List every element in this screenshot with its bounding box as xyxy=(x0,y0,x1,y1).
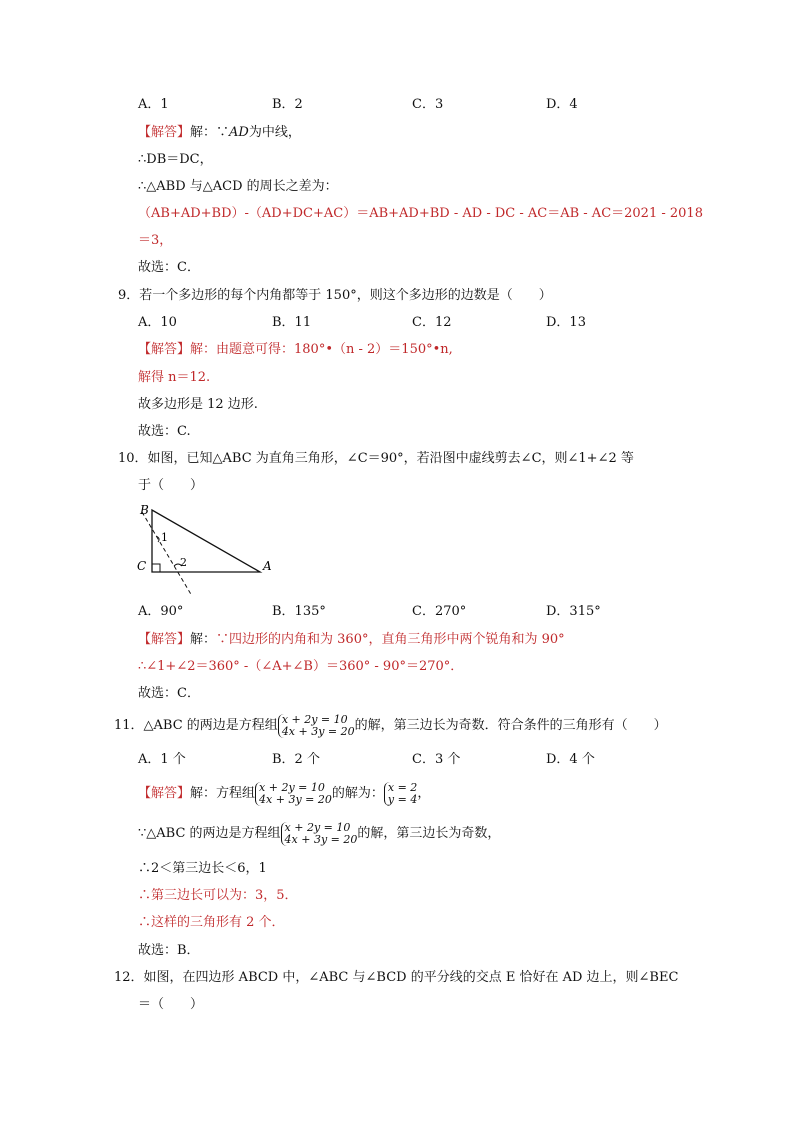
q11-option-c: C．3 个 xyxy=(412,752,461,767)
q11-answer-line-2: ∵△ABC 的两边是方程组 x + 2y = 10 4x + 3y = 20 的解，第三边长为奇数， xyxy=(138,820,501,846)
label-a: A xyxy=(263,559,272,573)
q11-answer-line-3: ∴2＜第三边长＜6，1 xyxy=(138,861,267,876)
label-c: C xyxy=(137,559,147,573)
q8-option-c: C．3 xyxy=(412,97,444,112)
label-angle-1: 1 xyxy=(161,531,168,544)
q11-equation-system: x + 2y = 10 4x + 3y = 20 xyxy=(278,714,355,738)
q9-answer-line-2: 解得 n＝12. xyxy=(138,370,211,385)
label-angle-2: 2 xyxy=(180,556,187,569)
q10-option-a: A．90° xyxy=(138,604,184,619)
q10-option-b: B．135° xyxy=(272,604,326,619)
q9-option-d: D．13 xyxy=(546,315,586,330)
q9-option-a: A．10 xyxy=(138,315,177,330)
q10-option-c: C．270° xyxy=(412,604,467,619)
q9-stem: 9．若一个多边形的每个内角都等于 150°，则这个多边形的边数是（ ） xyxy=(118,288,552,303)
q10-answer-line-1: 【解答】解：∵四边形的内角和为 360°，直角三角形中两个锐角和为 90° xyxy=(138,632,565,647)
q11-solution-system: x = 2 y = 4 xyxy=(384,782,417,806)
answer-tag: 【解答】 xyxy=(138,786,191,801)
q12-stem-line-1: 12．如图，在四边形 ABCD 中，∠ABC 与∠BCD 的平分线的交点 E 恰好在 AD 边上，则∠BEC xyxy=(114,970,679,985)
label-b: B xyxy=(140,503,149,517)
q8-answer-line-4: （AB+AD+BD）-（AD+DC+AC）＝AB+AD+BD - AD - DC - AC＝AB - AC＝2021 - 2018 xyxy=(138,206,703,221)
q11-option-b: B．2 个 xyxy=(272,752,320,767)
q9-option-c: C．12 xyxy=(412,315,452,330)
answer-tag: 【解答】 xyxy=(138,632,191,647)
q10-answer-line-3: 故选：C． xyxy=(138,686,200,701)
q11-option-d: D．4 个 xyxy=(546,752,595,767)
q10-option-d: D．315° xyxy=(546,604,601,619)
answer-tag: 【解答】 xyxy=(138,342,191,357)
q11-answer-line-4: ∴第三边长可以为：3，5． xyxy=(138,888,298,903)
q9-answer-line-4: 故选：C. xyxy=(138,424,191,439)
answer-tag: 【解答】 xyxy=(138,125,191,140)
q8-option-a: A．1 xyxy=(138,97,169,112)
q8-answer-line-5: ＝3， xyxy=(138,233,173,248)
q10-answer-line-2: ∴∠1+∠2＝360° -（∠A+∠B）＝360° - 90°＝270°． xyxy=(138,659,464,674)
q11-stem: 11．△ABC 的两边是方程组 x + 2y = 10 4x + 3y = 20 的解，第三边长为奇数．符合条件的三角形有（ ） xyxy=(114,712,667,738)
q8-answer-line-3: ∴△ABD 与△ACD 的周长之差为： xyxy=(138,179,338,194)
q11-option-a: A．1 个 xyxy=(138,752,186,767)
q8-answer-line-2: ∴DB＝DC， xyxy=(138,152,213,167)
q8-option-d: D．4 xyxy=(546,97,578,112)
q8-answer-line-1: 【解答】解：∵AD为中线， xyxy=(138,125,301,140)
q9-option-b: B．11 xyxy=(272,315,312,330)
q10-stem-line-1: 10．如图，已知△ABC 为直角三角形，∠C＝90°，若沿图中虚线剪去∠C，则∠1+∠2 等 xyxy=(118,451,634,466)
q9-answer-line-1: 【解答】解：由题意可得：180°•（n - 2）＝150°•n, xyxy=(138,342,453,357)
q8-option-b: B．2 xyxy=(272,97,303,112)
q8-answer-line-6: 故选：C． xyxy=(138,260,200,275)
q11-answer-line-6: 故选：B． xyxy=(138,943,200,958)
q11-answer-line-5: ∴这样的三角形有 2 个． xyxy=(138,915,285,930)
q10-stem-line-2: 于（ ） xyxy=(138,478,204,493)
q12-stem-line-2: ＝（ ） xyxy=(138,997,204,1012)
q11-answer-line-1: 【解答】解：方程组 x + 2y = 10 4x + 3y = 20 的解为： x = 2 y = 4 ， xyxy=(138,780,431,806)
q9-answer-line-3: 故多边形是 12 边形. xyxy=(138,397,258,412)
q10-triangle-figure xyxy=(134,500,284,600)
